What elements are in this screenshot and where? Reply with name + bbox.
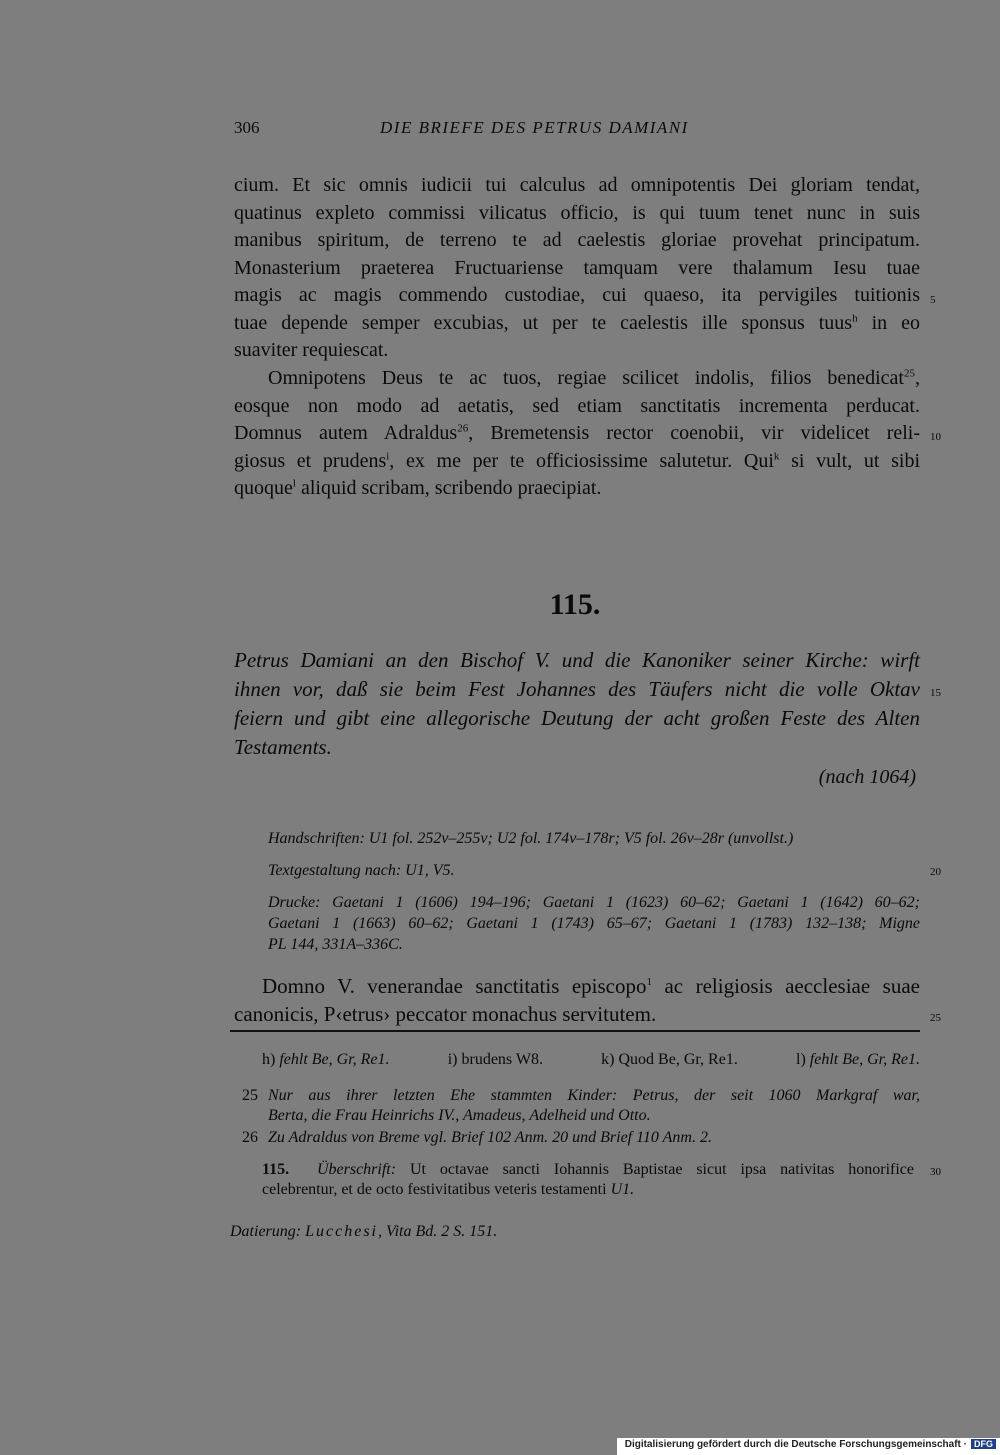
footnote-ref: 25: [904, 367, 915, 380]
text-line: canonicis, P‹etrus› peccator monachus servitutem.: [234, 1002, 657, 1026]
variant-ref: h: [852, 311, 858, 324]
text-line: eosque non modo ad aetatis, sed etiam sanctitatis incrementa perducat.: [234, 394, 920, 417]
variant-ref: l: [292, 477, 296, 490]
letter-summary: [234, 646, 920, 762]
digitization-credit: Digitalisierung gefördert durch die Deutsche Forschungsgemeinschaft · DFG: [617, 1438, 1000, 1455]
summary-line: Petrus Damiani an den Bischof V. und die Kanoniker seiner Kirche: wirft: [234, 648, 920, 672]
footnote-ref: 26: [457, 422, 469, 435]
letter-date: (nach 1064): [818, 766, 916, 788]
text-basis: Textgestaltung nach: U1, V5.: [268, 862, 455, 879]
text-line: Domno V. venerandae sanctitatis episcopo$^1$ ac religiosis aecclesiae suae: [262, 974, 920, 998]
text-line: Omnipotens Deus te ac tuos, regiae scilicet indolis, filios benedicat$^{25}$,: [268, 367, 920, 389]
summary-line: Testaments.: [234, 735, 332, 759]
variant-ref: k: [773, 449, 780, 462]
running-title: DIE BRIEFE DES PETRUS DAMIANI: [380, 118, 689, 137]
line-number: 25: [930, 1012, 941, 1024]
summary-line: ihnen vor, daß sie beim Fest Johannes des Täufers nicht die volle Oktav: [234, 677, 920, 701]
footnote-26: Zu Adraldus von Breme vgl. Brief 102 Anm. 20 und Brief 110 Anm. 2.: [268, 1129, 712, 1146]
text-line: quoque$^l$ aliquid scribam, scribendo praecipiat.: [234, 477, 602, 499]
letter-title-note: 115. Überschrift: Ut octavae sancti Iohannis Baptistae sicut ipsa nativitas honorifice celebrentur, et de octo festivitatibus veteris testamenti U1.: [262, 1161, 915, 1198]
paragraph-2: [234, 365, 920, 503]
variant-note: k) Quod Be, Gr, Re1.: [601, 1051, 738, 1068]
footnote-number: 25: [242, 1087, 258, 1104]
text-line: cium. Et sic omnis iudicii tui calculus ad omnipotentis Dei gloriam tendat,: [234, 174, 920, 196]
footnote-rule: [230, 1030, 920, 1032]
text-line: tuae depende semper excubias, ut per te caelestis ille sponsus tuus$^h$ in eo: [234, 311, 920, 334]
footnote-ref: 1: [646, 976, 652, 988]
line-number: 20: [930, 866, 941, 878]
text-line: quatinus expleto commissi vilicatus officio, is qui tuum tenet nunc in suis: [234, 201, 920, 224]
text-line: Monasterium praeterea Fructuariense tamquam vere thalamum Iesu tuae: [234, 256, 920, 279]
footnote-25: Nur aus ihrer letzten Ehe stammten Kinder: Petrus, der seit 1060 Markgraf war, Berta, die Frau Heinrichs IV., Amadeus, Adelheid und Otto.: [268, 1087, 920, 1124]
text-line: suaviter requiescat.: [234, 339, 389, 361]
printed-editions: Drucke: Gaetani 1 (1606) 194–196; Gaetani 1 (1623) 60–62; Gaetani 1 (1642) 60–62; Gaetani 1 (1663) 60–62; Gaetani 1 (1743) 65–67; Gaetani 1 (1783) 132–138; Migne PL 144, 331A–336C.: [268, 894, 920, 953]
variant-note: l) fehlt Be, Gr, Re1.: [796, 1051, 920, 1068]
text-line: magis ac magis commendo custodiae, cui quaeso, ita pervigiles tuitionis: [234, 284, 920, 306]
line-number: 5: [930, 294, 936, 306]
letter-number: 115.: [549, 588, 601, 621]
line-number: 30: [930, 1166, 941, 1178]
variant-note: h) fehlt Be, Gr, Re1.: [262, 1051, 390, 1068]
footnote-number: 26: [242, 1129, 258, 1146]
line-number: 15: [930, 687, 941, 699]
dating-note: Datierung: Lucchesi, Vita Bd. 2 S. 151.: [230, 1223, 498, 1240]
text-line: Domnus autem Adraldus$^{26}$, Bremetensis rector coenobii, vir videlicet reli-: [234, 422, 920, 444]
text-line: giosus et prudens$^i$, ex me per te officiosissime salutetur. Qui$^k$ si vult, ut sibi: [234, 449, 921, 472]
page-number: 306: [234, 118, 260, 137]
salutation: [234, 972, 920, 1028]
paragraph-1: [234, 172, 920, 365]
line-number: 10: [930, 431, 941, 443]
dfg-logo: DFG: [971, 1439, 996, 1449]
manuscripts: Handschriften: U1 fol. 252v–255v; U2 fol. 174v–178r; V5 fol. 26v–28r (unvollst.): [268, 830, 794, 847]
variant-apparatus: [262, 1050, 920, 1070]
summary-line: feiern und gibt eine allegorische Deutung der acht großen Feste des Alten: [234, 706, 920, 730]
text-line: manibus spiritum, de terreno te ad caelestis gloriae provehat principatum.: [234, 229, 920, 251]
variant-ref: i: [386, 449, 390, 462]
variant-note: i) brudens W8.: [447, 1051, 543, 1068]
